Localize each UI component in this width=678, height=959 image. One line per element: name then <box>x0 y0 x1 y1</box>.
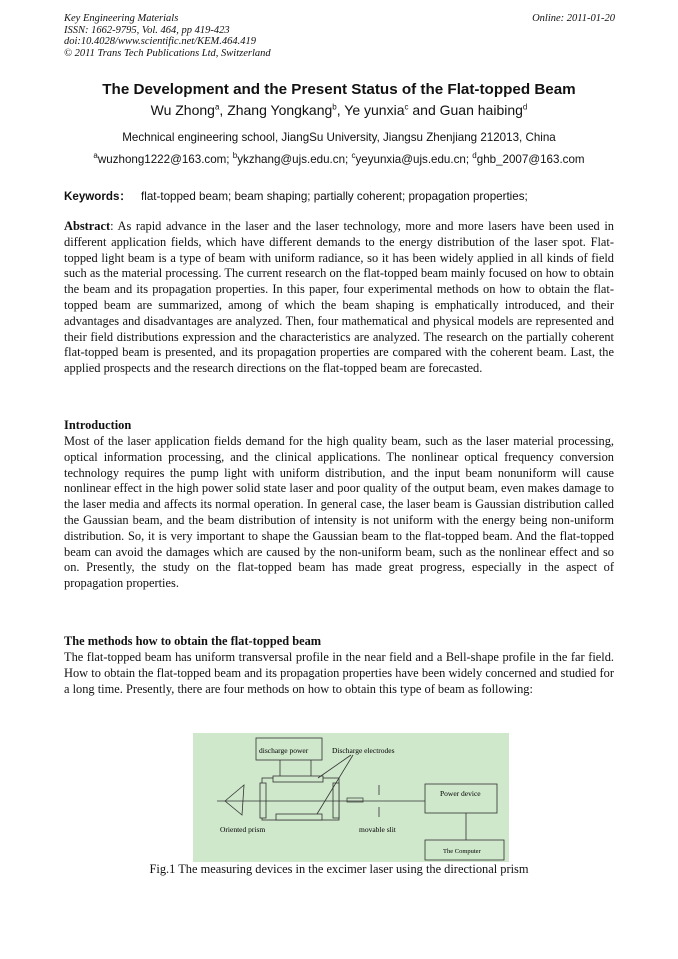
author-sup: d <box>522 102 528 112</box>
label-discharge-power: discharge power <box>259 746 309 755</box>
figure-1 <box>193 733 509 862</box>
keywords-label: Keywords： <box>64 190 132 203</box>
keywords <box>64 188 528 204</box>
introduction-text: Most of the laser application fields demand for the high quality beam, such as the laser material processing, optical information processing, and the clinical applications. The nonlinear optical frequency conversion technology requires the pump light with uniform distribution, and the input beam nonuniform will cause nonlinear effect in the high power solid state laser and poor quality of the output beam, even makes damage to the laser media and affects its normal operation. In general case, the laser beam is Gaussian distribution called the Gaussian beam, and the beam distribution of intensity is not uniform with the energy being non-uniform distribution. So, it is very important to shape the Gaussian beam to the flat-topped beam. And the flat-topped beam can avoid the damages which are caused by the non-uniform beam, such as the nonlinear effect and so on. Presently, the study on the flat-topped beam has made great progress, especially in the aspect of propagation properties. <box>64 434 614 591</box>
doi: doi:10.4028/www.scientific.net/KEM.464.419 <box>64 36 256 48</box>
setup-diagram <box>193 733 509 862</box>
email: wuzhong1222@163.com; <box>97 152 233 166</box>
authors <box>0 102 678 118</box>
email-sup: d <box>472 151 477 160</box>
introduction-heading: Introduction <box>64 418 132 432</box>
methods-text: The flat-topped beam has uniform transversal profile in the near field and a Bell-shape profile in the far field. How to obtain the flat-topped beam and its propagation properties have been widely concerned and studied for a long time. Presently, there are four methods on how to obtain this type of beam as following: <box>64 650 614 696</box>
label-power-device: Power device <box>440 789 481 798</box>
email-sup: b <box>232 151 238 160</box>
email: yeyunxia@ujs.edu.cn; <box>355 152 473 166</box>
author-sup: a <box>214 102 220 112</box>
email: ghb_2007@163.com <box>476 152 585 166</box>
label-prism: Oriented prism <box>220 825 266 834</box>
journal-name: Key Engineering Materials <box>64 13 179 24</box>
label-electrodes: Discharge electrodes <box>332 746 395 755</box>
author-name: Guan haibing <box>439 102 523 118</box>
email-sup: a <box>93 151 98 160</box>
abstract-label: Abstract <box>64 219 111 233</box>
label-slit: movable slit <box>359 825 396 834</box>
author-sup: b <box>332 102 337 112</box>
affiliation: Mechnical engineering school, JiangSu University, Jiangsu Zhenjiang 212013, China <box>122 131 556 144</box>
label-computer: The Computer <box>443 848 481 855</box>
sep: , <box>336 102 345 118</box>
author-name: Wu Zhong <box>150 102 215 118</box>
methods-heading: The methods how to obtain the flat-topped beam <box>64 634 322 648</box>
online-date: Online: 2011-01-20 <box>532 13 615 24</box>
keywords-text: flat-topped beam; beam shaping; partially coherent; propagation properties; <box>141 190 528 203</box>
figure-caption: Fig.1 The measuring devices in the excimer laser using the directional prism <box>149 862 529 876</box>
sep: , <box>219 102 228 118</box>
email: ykzhang@ujs.edu.cn; <box>237 152 352 166</box>
paper-title: The Development and the Present Status of the Flat-topped Beam <box>102 81 576 98</box>
author-name: Zhang Yongkang <box>227 102 333 118</box>
email-sup: c <box>351 151 356 160</box>
abstract <box>64 219 614 377</box>
issn: ISSN: 1662-9795, Vol. 464, pp 419-423 <box>64 24 230 36</box>
journal-header <box>64 13 271 59</box>
author-name: Ye yunxia <box>344 102 405 118</box>
author-sup: c <box>404 102 409 112</box>
copyright: © 2011 Trans Tech Publications Ltd, Switzerland <box>64 47 271 59</box>
abstract-text: : As rapid advance in the laser and the laser technology, more and more lasers have been used in different application fields, which have different demands to the energy distribution of the laser spot. Flat-topped light beam is a type of beam with uniform radiance, so it has been widely applied in all kinds of field such as the material processing. The current research on the flat-topped beam mainly focused on how to obtain the beam and its propagation properties. In this paper, four experimental methods on how to obtain the flat-topped beam are summarized, among of which the beam shaping is emphatically introduced, and their advantages and disadvantages are analyzed. Then, four mathematical and physical models are represented and their field distributions expression and the characteristics are analyzed. The research on the partially coherent flat-topped beam is presented, and its propagation properties are compared with the coherent beam. Last, the applied prospects and the research directions on the flat-topped beam are forecasted. <box>64 219 614 376</box>
emails <box>0 151 678 166</box>
sep: and <box>408 102 440 118</box>
